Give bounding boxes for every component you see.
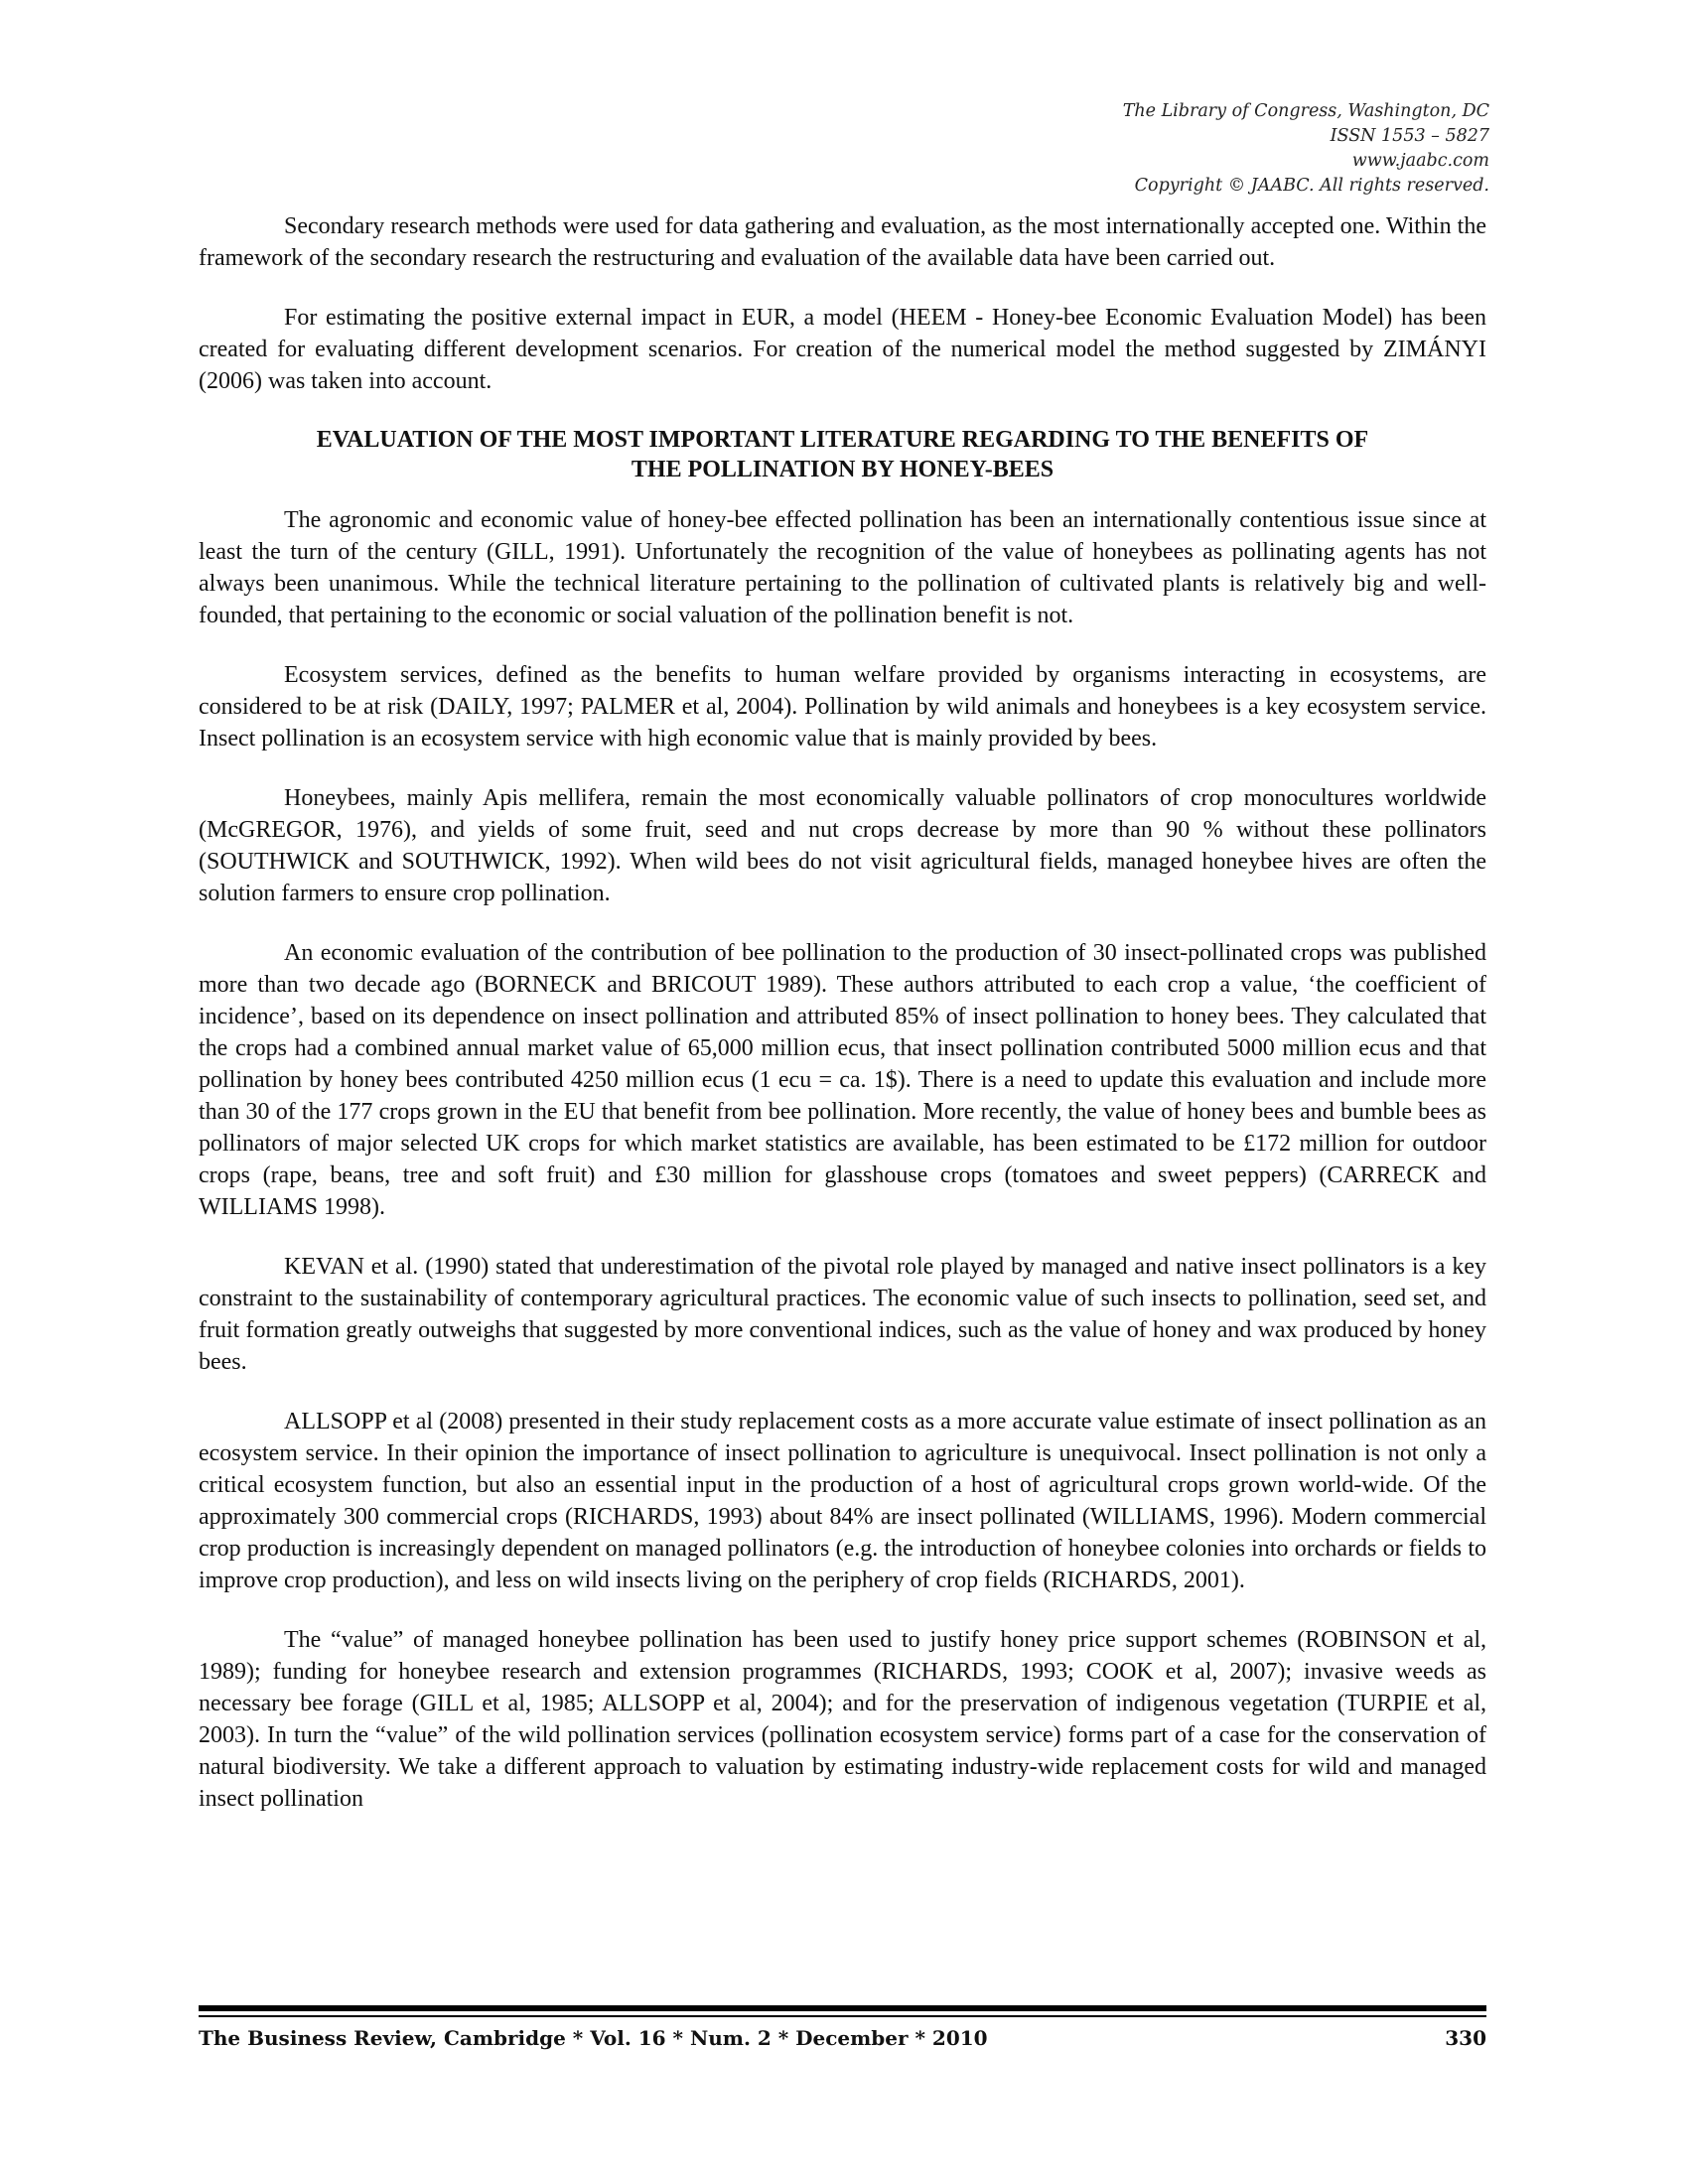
paragraph-agronomic-value: The agronomic and economic value of honey-bee effected pollination has been an internationally contentious issue since at least the turn of the century (GILL, 1991). Unfortunately the recognition of the value of honeybees as pollinating agents has not always been unanimous. While the technical literature pertaining to the pollination of cultivated plants is relatively big and well-founded, that pertaining to the economic or social valuation of the pollination benefit is not. — [199, 507, 1486, 628]
footer-journal-citation: The Business Review, Cambridge * Vol. 16 * Num. 2 * December * 2010 — [199, 2026, 988, 2050]
paragraph-kevan: KEVAN et al. (1990) stated that underestimation of the pivotal role played by managed and native insect pollinators is a key constraint to the sustainability of contemporary agricultural practices. The economic value of such insects to pollination, seed set, and fruit formation greatly outweighs that suggested by more conventional indices, such as the value of honey and wax produced by honey bees. — [199, 1254, 1486, 1375]
journal-header — [1123, 99, 1489, 199]
article-body — [199, 210, 1486, 1815]
page-number: 330 — [1445, 2026, 1486, 2050]
paragraph-honeybees: Honeybees, mainly Apis mellifera, remain the most economically valuable pollinators of crop monocultures worldwide (McGREGOR, 1976), and yields of some fruit, seed and nut crops decrease by more than 90 % without these pollinators (SOUTHWICK and SOUTHWICK, 1992). When wild bees do not visit agricultural fields, managed honeybee hives are often the solution farmers to ensure crop pollination. — [199, 785, 1486, 906]
header-website-line: www.jaabc.com — [1351, 151, 1489, 171]
section-heading-line-2: THE POLLINATION BY HONEY-BEES — [631, 457, 1055, 482]
footer-divider-thick — [199, 2005, 1486, 2011]
paragraph-research-methods: Secondary research methods were used for data gathering and evaluation, as the most internationally accepted one. Within the framework of the secondary research the restructuring and evaluation of the available data have been carried out. — [199, 213, 1486, 271]
footer-divider-thin — [199, 2015, 1486, 2017]
header-copyright-line: Copyright © JAABC. All rights reserved. — [1134, 176, 1489, 196]
header-library-line: The Library of Congress, Washington, DC — [1122, 101, 1489, 121]
paragraph-ecosystem-services: Ecosystem services, defined as the benefits to human welfare provided by organisms interacting in ecosystems, are considered to be at risk (DAILY, 1997; PALMER et al, 2004). Pollination by wild animals and honeybees is a key ecosystem service. Insect pollination is an ecosystem service with high economic value that is mainly provided by bees. — [199, 662, 1486, 751]
section-heading-line-1: EVALUATION OF THE MOST IMPORTANT LITERATURE REGARDING TO THE BENEFITS OF — [316, 427, 1369, 453]
paragraph-allsopp: ALLSOPP et al (2008) presented in their study replacement costs as a more accurate value estimate of insect pollination as an ecosystem service. In their opinion the importance of insect pollination to agriculture is unequivocal. Insect pollination is not only a critical ecosystem function, but also an essential input in the production of a host of agricultural crops grown world-wide. Of the approximately 300 commercial crops (RICHARDS, 1993) about 84% are insect pollinated (WILLIAMS, 1996). Modern commercial crop production is increasingly dependent on managed pollinators (e.g. the introduction of honeybee colonies into orchards or fields to improve crop production), and less on wild insects living on the periphery of crop fields (RICHARDS, 2001). — [199, 1409, 1486, 1593]
header-issn-line: ISSN 1553 – 5827 — [1330, 126, 1489, 146]
paragraph-managed-pollination-value: The “value” of managed honeybee pollination has been used to justify honey price support schemes (ROBINSON et al, 1989); funding for honeybee research and extension programmes (RICHARDS, 1993; COOK et al, 2007); invasive weeds as necessary bee forage (GILL et al, 1985; ALLSOPP et al, 2004); and for the preservation of indigenous vegetation (TURPIE et al, 2003). In turn the “value” of the wild pollination services (pollination ecosystem service) forms part of a case for the conservation of natural biodiversity. We take a different approach to valuation by estimating industry-wide replacement costs for wild and managed insect pollination — [199, 1627, 1486, 1812]
paragraph-heem-model: For estimating the positive external impact in EUR, a model (HEEM - Honey-bee Economic Evaluation Model) has been created for evaluating different development scenarios. For creation of the numerical model the method suggested by ZIMÁNYI (2006) was taken into account. — [199, 305, 1486, 394]
section-heading — [228, 425, 1457, 484]
paragraph-economic-evaluation: An economic evaluation of the contribution of bee pollination to the production of 30 insect-pollinated crops was published more than two decade ago (BORNECK and BRICOUT 1989). These authors attributed to each crop a value, ‘the coefficient of incidence’, based on its dependence on insect pollination and attributed 85% of insect pollination to honey bees. They calculated that the crops had a combined annual market value of 65,000 million ecus, that insect pollination contributed 5000 million ecus and that pollination by honey bees contributed 4250 million ecus (1 ecu = ca. 1$). There is a need to update this evaluation and include more than 30 of the 177 crops grown in the EU that benefit from bee pollination. More recently, the value of honey bees and bumble bees as pollinators of major selected UK crops for which market statistics are available, has been estimated to be £172 million for outdoor crops (rape, beans, tree and soft fruit) and £30 million for glasshouse crops (tomatoes and sweet peppers) (CARRECK and WILLIAMS 1998). — [199, 940, 1486, 1220]
